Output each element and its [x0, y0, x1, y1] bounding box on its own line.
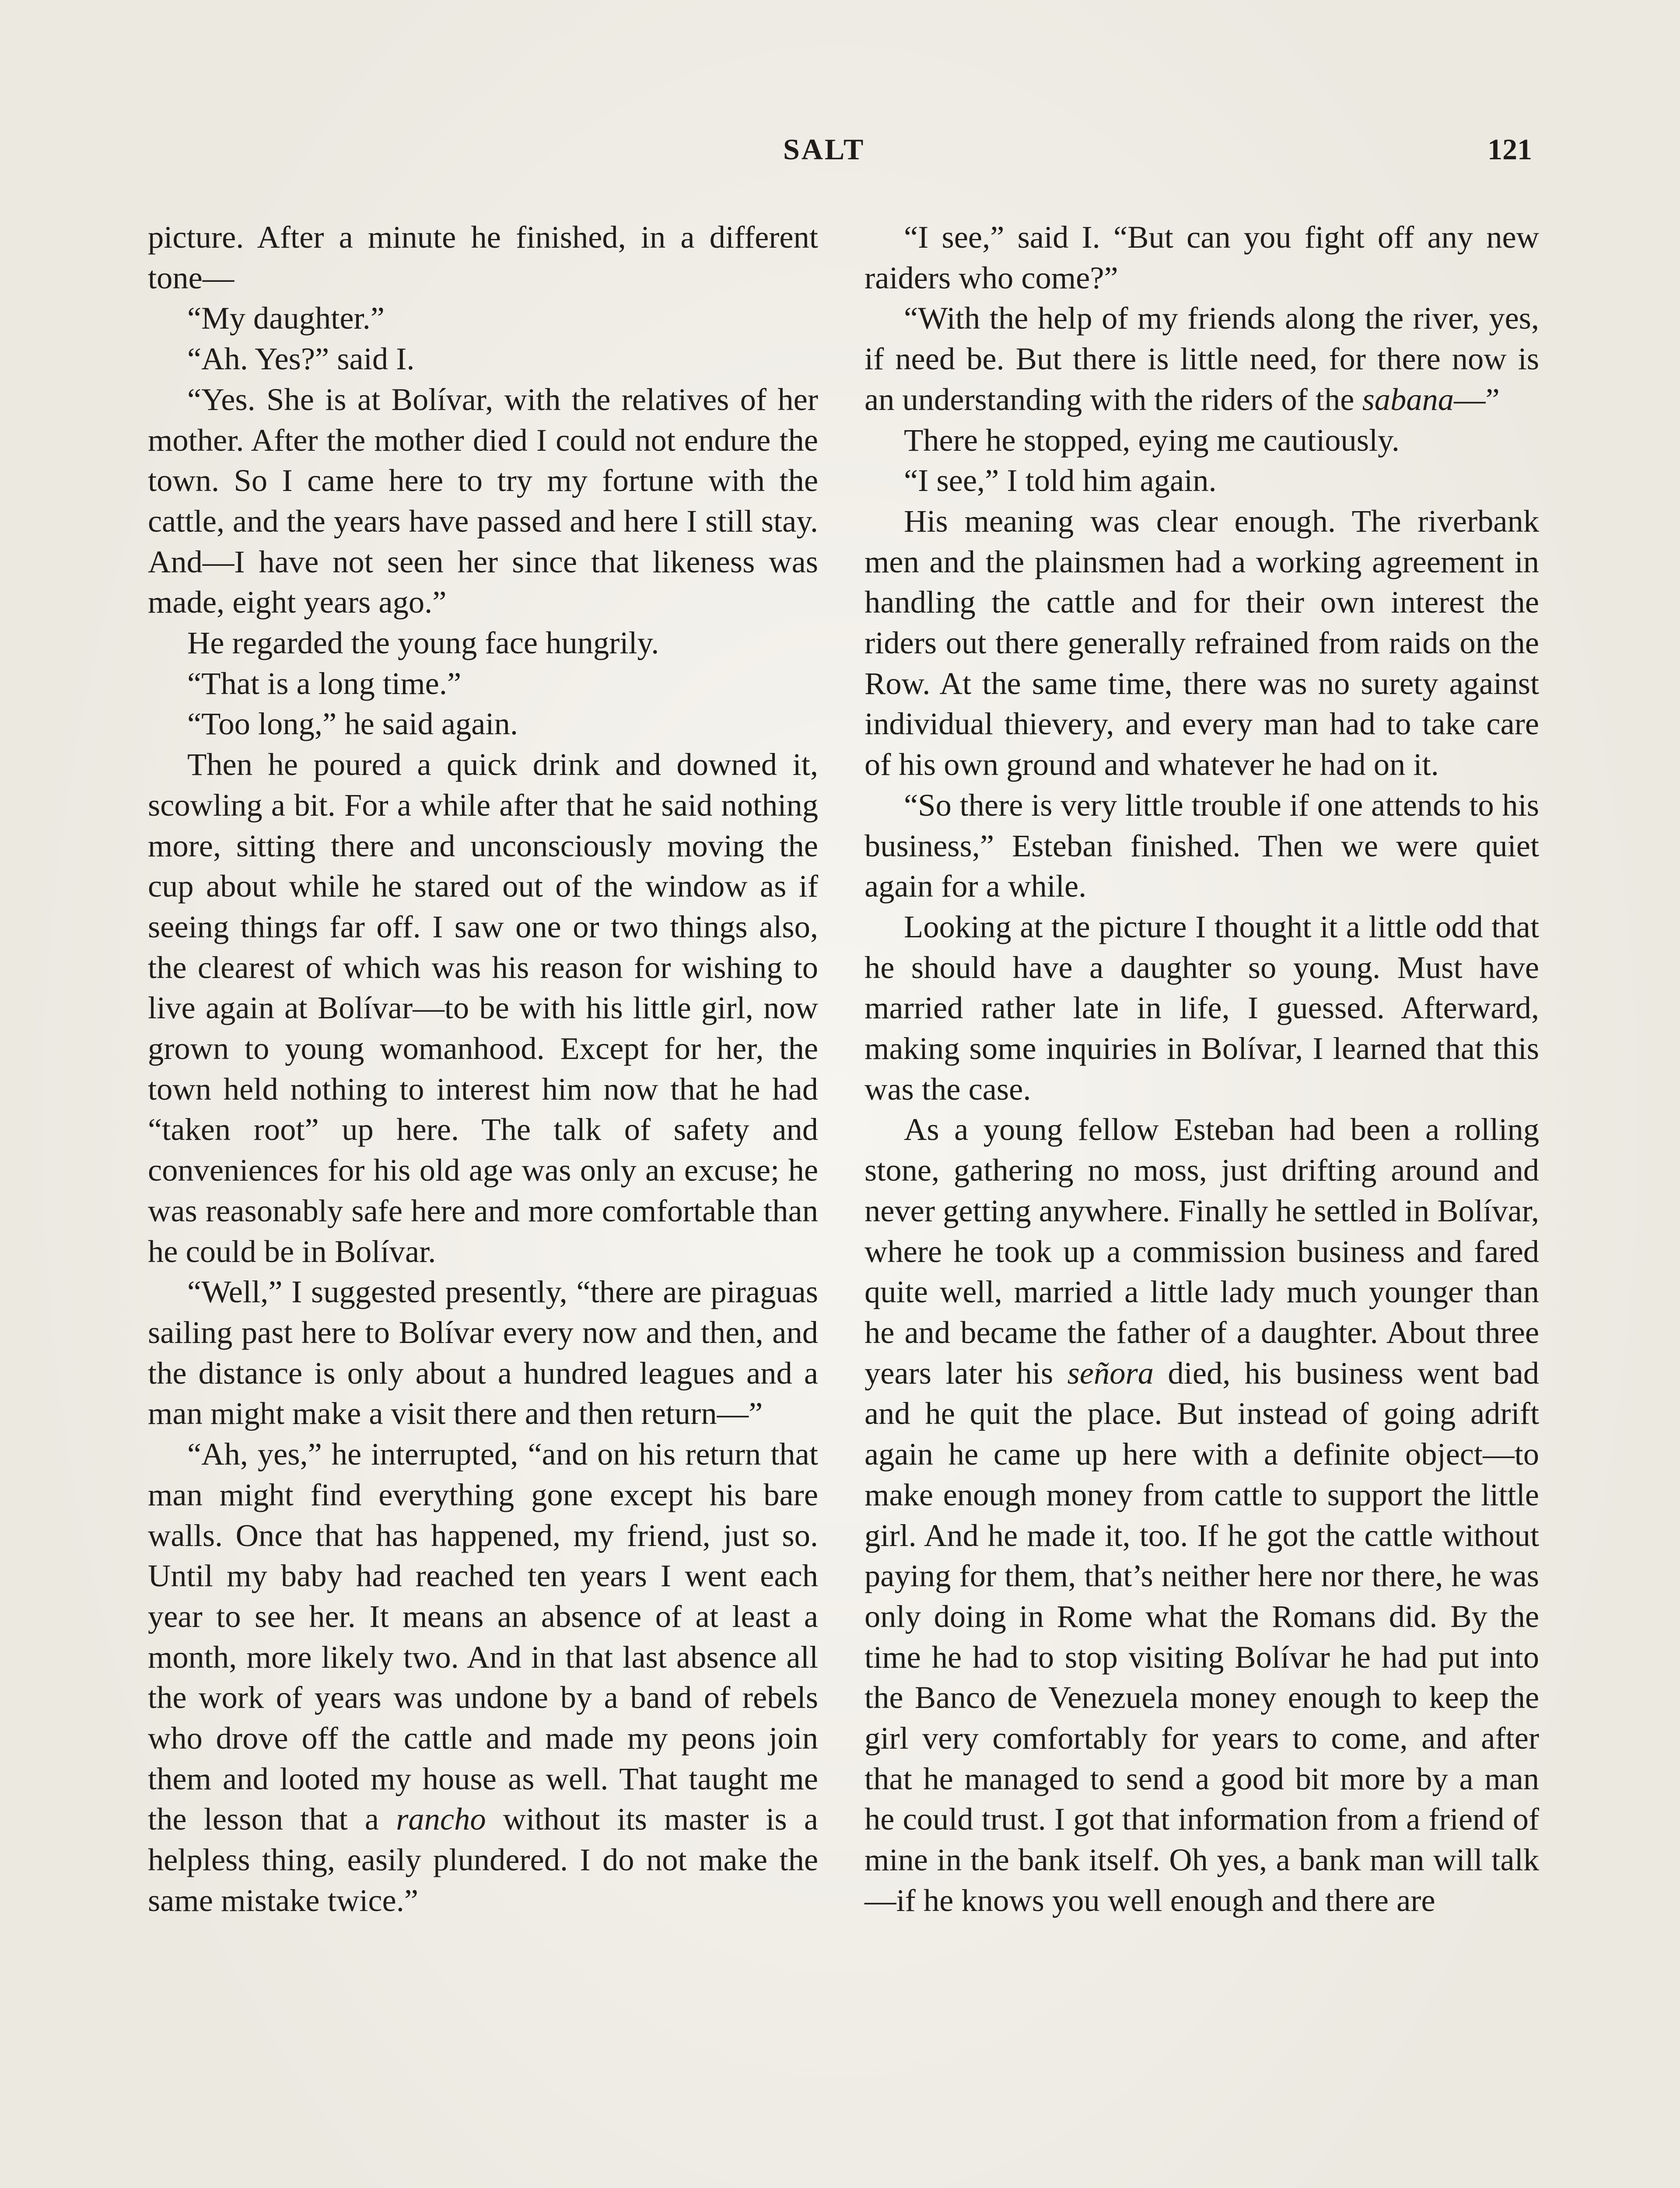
paragraph: “My daughter.”	[187, 300, 385, 336]
paragraph: “I see,” said I. “But can you fight off any new raiders who come?”	[864, 219, 1539, 295]
paragraph: His meaning was clear enough. The riverbank men and the plainsmen had a working agreement in handling the cattle and for their own interest the riders out there generally refrained from raids on the Row. At the same time, there was no surety against individual thievery, and every man had to take care of his own ground and whatever he had on it.	[864, 503, 1539, 782]
paragraph: There he stopped, eying me cautiously.	[904, 422, 1400, 458]
running-head-title: SALT	[783, 133, 865, 166]
paragraph: “So there is very little trouble if one attends to his business,” Esteban finished. Then we were quiet again for a while.	[864, 787, 1539, 904]
paragraph: “I see,” I told him again.	[904, 463, 1217, 498]
paragraph	[148, 1434, 818, 1921]
right-column	[864, 217, 1539, 1921]
paragraph: “That is a long time.”	[187, 665, 462, 701]
paragraph: Then he poured a quick drink and downed it, scowling a bit. For a while after that he said nothing more, sitting there and unconsciously moving the cup about while he stared out of the window as if seeing things far off. I saw one or two things also, the clearest of which was his reason for wishing to live again at Bolívar—to be with his little girl, now grown to young womanhood. Except for her, the town held nothing to interest him now that he had “taken root” up here. The talk of safety and conveniences for his old age was only an excuse; he was reasonably safe here and more comfortable than he could be in Bolívar.	[148, 747, 818, 1269]
paragraph: picture. After a minute he finished, in a different tone—	[148, 219, 818, 295]
paragraph-text: without its master is a helpless thing, easily plundered. I do not make the same mistake twice.”	[148, 1801, 818, 1918]
italic-word: sabana	[1362, 381, 1454, 417]
paragraph-text: —”	[1454, 381, 1500, 417]
paragraph	[864, 298, 1539, 420]
paragraph-text: “With the help of my friends along the river, yes, if need be. But there is little need, for there now is an understanding with the riders of the	[864, 300, 1539, 417]
italic-word: rancho	[396, 1801, 486, 1837]
paragraph: “Well,” I suggested presently, “there are piraguas sailing past here to Bolívar every now and then, and the distance is only about a hundred leagues and a man might make a visit there and then return—”	[148, 1274, 818, 1431]
left-column	[148, 217, 818, 1921]
paragraph	[864, 1109, 1539, 1921]
page-number: 121	[1488, 133, 1532, 166]
paragraph: “Yes. She is at Bolívar, with the relatives of her mother. After the mother died I could not endure the town. So I came here to try my fortune with the cattle, and the years have passed and here I still stay. And—I have not seen her since that likeness was made, eight years ago.”	[148, 381, 818, 620]
paragraph-text: As a young fellow Esteban had been a rolling stone, gathering no moss, just drifting around and never getting anywhere. Finally he settled in Bolívar, where he took up a commission business and fared quite well, married a little lady much younger than he and became the father of a daughter. About three years later his	[864, 1112, 1539, 1391]
paragraph: “Ah. Yes?” said I.	[187, 341, 415, 377]
paragraph-text: died, his business went bad and he quit the place. But instead of going adrift again he came up here with a definite object—to make enough money from cattle to support the little girl. And he made it, too. If he got the cattle without paying for them, that’s neither here nor there, he was only doing in Rome what the Romans did. By the time he had to stop visiting Bolívar he had put into the Banco de Venezuela money enough to keep the girl very comfortably for years to come, and after that he managed to send a good bit more by a man he could trust. I got that information from a friend of mine in the bank itself. Oh yes, a bank man will talk—if he knows you well enough and there are	[864, 1355, 1539, 1918]
italic-word: señora	[1067, 1355, 1154, 1391]
paragraph: Looking at the picture I thought it a little odd that he should have a daughter so young. Must have married rather late in life, I guessed. Afterward, making some inquiries in Bolívar, I learned that this was the case.	[864, 908, 1539, 1107]
paragraph-text: “Ah, yes,” he interrupted, “and on his return that man might find everything gone except his bare walls. Once that has happened, my friend, just so. Until my baby had reached ten years I went each year to see her. It means an absence of at least a month, more likely two. And in that last absence all the work of years was undone by a band of rebels who drove off the cattle and made my peons join them and looted my house as well. That taught me the lesson that a	[148, 1436, 818, 1837]
paragraph: “Too long,” he said again.	[187, 706, 518, 742]
paragraph: He regarded the young face hungrily.	[187, 625, 659, 661]
